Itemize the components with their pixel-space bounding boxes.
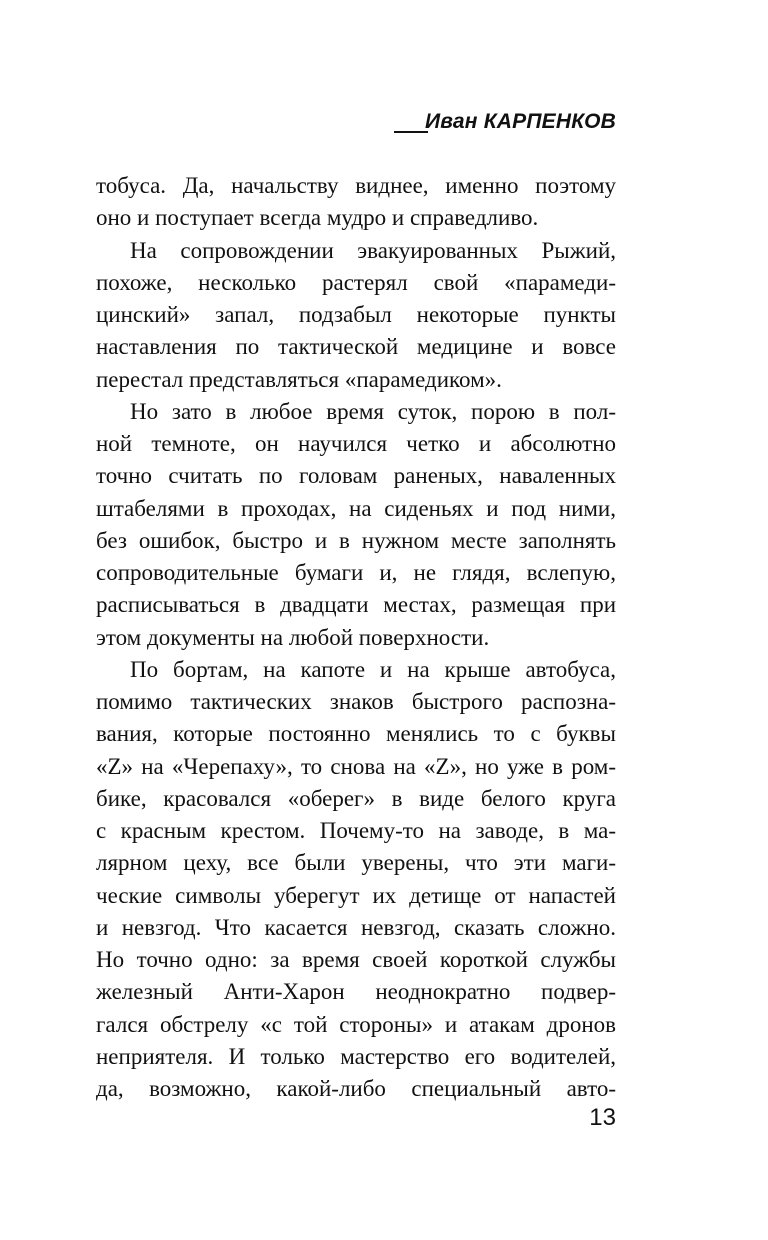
text-line: оно и поступает всегда мудро и справедливо. [96, 205, 539, 231]
text-line: гался обстрелу «с той стороны» и атакам дронов [96, 1011, 616, 1037]
text-line: сопроводительные бумаги и, не глядя, вслепую, [96, 560, 616, 585]
page-number: 13 [589, 1104, 616, 1131]
text-line: На сопровождении эвакуированных Рыжий, [130, 237, 616, 263]
text-line: По бортам, на капоте и на крыше автобуса, [130, 656, 616, 682]
running-header [394, 110, 616, 138]
text-line: перестал представляться «парамедиком». [96, 366, 502, 392]
paragraph-2 [96, 235, 616, 396]
text-line: Но зато в любое время суток, порою в пол- [130, 398, 616, 424]
text-line: ческие символы уберегут их детище от напастей [96, 882, 616, 908]
text-line: и невзгод. Что касается невзгод, сказать сложно. [96, 914, 616, 940]
paragraph-4 [96, 654, 616, 1106]
header-rule [394, 131, 428, 133]
text-line: этом документы на любой поверхности. [96, 624, 490, 650]
text-line: расписываться в двадцати местах, размещая при [96, 592, 616, 618]
text-line: да, возможно, какой-либо специальный авто- [96, 1076, 616, 1101]
text-line: вания, которые постоянно менялись то с буквы [96, 721, 616, 747]
text-line: помимо тактических знаков быстрого распозна- [96, 689, 616, 714]
text-line: лярном цеху, все были уверены, что эти маги- [96, 850, 616, 876]
text-line: наставления по тактической медицине и вовсе [96, 334, 616, 360]
text-line: штабелями в проходах, на сиденьях и под ними, [96, 495, 616, 521]
text-line: Но точно одно: за время своей короткой службы [96, 947, 616, 972]
header-author: Иван КАРПЕНКОВ [424, 110, 616, 133]
text-line: неприятеля. И только мастерство его водителей, [96, 1043, 616, 1069]
body-text [96, 170, 616, 1105]
text-line: похоже, несколько растерял свой «парамеди- [96, 269, 616, 295]
paragraph-3 [96, 396, 616, 654]
paragraph-1 [96, 170, 616, 235]
text-line: с красным крестом. Почему-то на заводе, в ма- [96, 818, 616, 843]
text-line: «Z» на «Черепаху», то снова на «Z», но уже в ром- [96, 753, 616, 779]
text-line: ной темноте, он научился четко и абсолютно [96, 431, 616, 456]
text-line: железный Анти-Харон неоднократно подвер- [96, 979, 616, 1005]
text-line: тобуса. Да, начальству виднее, именно поэтому [96, 173, 616, 198]
text-line: бике, красовался «оберег» в виде белого круга [96, 785, 616, 811]
text-line: без ошибок, быстро и в нужном месте заполнять [96, 527, 616, 553]
text-line: точно считать по головам раненых, наваленных [96, 463, 616, 489]
text-line: цинский» запал, подзабыл некоторые пункты [96, 302, 616, 327]
